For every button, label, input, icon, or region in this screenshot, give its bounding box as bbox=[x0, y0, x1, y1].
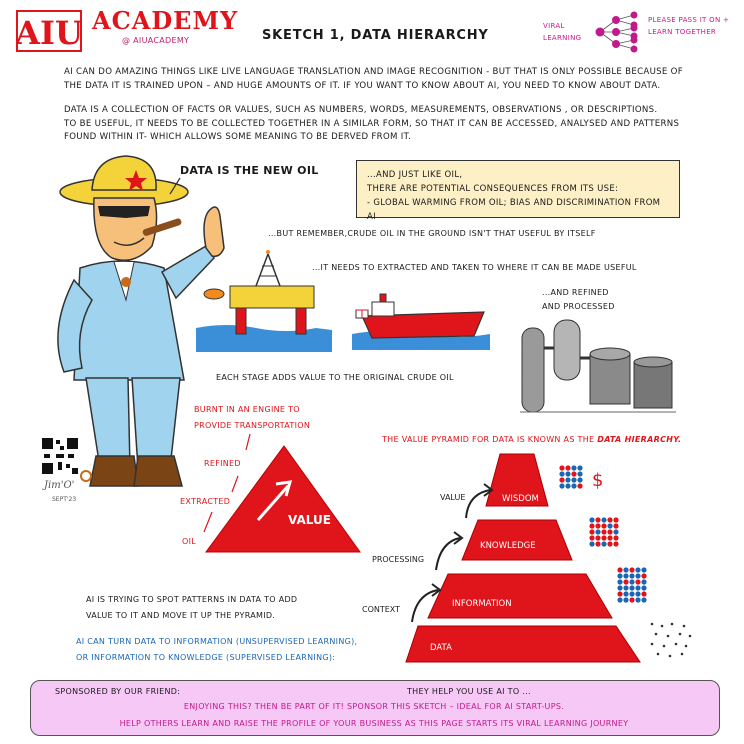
help-label: THEY HELP YOU USE AI TO ... bbox=[407, 687, 531, 696]
oil-label: OIL bbox=[182, 537, 197, 546]
patterns-line-1: AI IS TRYING TO SPOT PATTERNS IN DATA TO ADD bbox=[86, 595, 298, 604]
intro-line: DATA IS A COLLECTION OF FACTS OR VALUES, SUCH AS NUMBERS, WORDS, MEASUREMENTS, OBSERVATIONS , OR DESCRIPTIONS. bbox=[64, 105, 658, 115]
page-title: SKETCH 1, DATA HIERARCHY bbox=[262, 28, 489, 43]
extracted-text: ...IT NEEDS TO EXTRACTED AND TAKEN TO WHERE IT CAN BE MADE USEFUL bbox=[312, 263, 637, 272]
speech-tail bbox=[168, 176, 182, 196]
dot-cluster-data bbox=[651, 623, 692, 658]
aiu-logo bbox=[16, 8, 82, 54]
refinery-illustration bbox=[520, 318, 676, 416]
refined-line-1: ...AND REFINED bbox=[542, 288, 609, 297]
extracted-label: EXTRACTED bbox=[180, 497, 231, 506]
learn-text: HELP OTHERS LEARN AND RAISE THE PROFILE OF YOUR BUSINESS AS THIS PAGE STARTS ITS VIRAL LEARNING JOURNEY bbox=[119, 719, 629, 728]
tier-label: INFORMATION bbox=[452, 599, 512, 609]
tier-label: DATA bbox=[430, 643, 452, 653]
qr-code[interactable] bbox=[40, 436, 80, 476]
tier-knowledge bbox=[462, 520, 572, 560]
intro-line: TO BE USEFUL, IT NEEDS TO BE COLLECTED TOGETHER IN A SIMILAR FORM, SO THAT IT CAN BE ACCESSED, ANALYSED AND PATTERNS bbox=[64, 118, 680, 129]
tier-information bbox=[428, 574, 612, 618]
patterns-text bbox=[86, 592, 297, 624]
box-line: - GLOBAL WARMING FROM OIL; BIAS AND DISCRIMINATION FROM AI bbox=[367, 198, 661, 222]
sponsor-footer[interactable] bbox=[30, 680, 720, 736]
intro-line: AI CAN DO AMAZING THINGS LIKE LIVE LANGUAGE TRANSLATION AND IMAGE RECOGNITION - BUT THAT IS ONLY POSSIBLE BECAUSE OF bbox=[64, 67, 683, 77]
signature: Jim'O' bbox=[44, 480, 75, 491]
brand-name: ACADEMY bbox=[92, 6, 239, 35]
brand-handle[interactable]: @ AIUACADEMY bbox=[122, 36, 190, 45]
data-hierarchy-pyramid bbox=[350, 450, 740, 666]
refined-line-2: AND PROCESSED bbox=[542, 302, 615, 311]
remember-text: ...BUT REMEMBER,CRUDE OIL IN THE GROUND ISN'T THAT USEFUL BY ITSELF bbox=[268, 229, 596, 238]
enjoy-text: ENJOYING THIS? THEN BE PART OF IT! SPONSOR THIS SKETCH – IDEAL FOR AI START-UPS. bbox=[183, 702, 565, 711]
arrow-label: CONTEXT bbox=[362, 605, 401, 614]
refined-text bbox=[542, 286, 615, 314]
network-icon bbox=[594, 10, 646, 54]
arrow-label: PROCESSING bbox=[372, 555, 425, 564]
logo-graphic bbox=[16, 8, 82, 54]
intro-line: THE DATA IT IS TRAINED UPON – AND HUGE AMOUNTS OF IT. IF YOU WANT TO KNOW ABOUT AI, YOU NEED TO KNOW ABOUT DATA. bbox=[64, 80, 661, 91]
arrow-label: VALUE bbox=[440, 493, 466, 502]
ai-learning-line-2: OR INFORMATION TO KNOWLEDGE (SUPERVISED LEARNING): bbox=[76, 653, 336, 662]
ai-learning-text bbox=[76, 634, 357, 666]
tier-label: WISDOM bbox=[502, 494, 539, 504]
refined-label: REFINED bbox=[204, 459, 241, 468]
dot-cluster-knowledge bbox=[589, 517, 618, 546]
value-label: VALUE bbox=[288, 513, 331, 527]
logo-text: AIU bbox=[16, 14, 82, 52]
speech-bubble: DATA IS THE NEW OIL bbox=[180, 164, 319, 177]
dot-cluster-wisdom bbox=[559, 465, 582, 488]
dot-cluster-information bbox=[617, 567, 646, 602]
box-line: THERE ARE POTENTIAL CONSEQUENCES FROM ITS USE: bbox=[367, 184, 619, 194]
pass-on-label: PLEASE PASS IT ON + LEARN TOGETHER bbox=[648, 16, 730, 36]
hierarchy-caption-prefix: THE VALUE PYRAMID FOR DATA IS KNOWN AS THE bbox=[382, 435, 595, 444]
viral-learning-label: VIRAL LEARNING bbox=[543, 22, 582, 42]
signature-date: SEPT'23 bbox=[52, 496, 77, 503]
value-triangle bbox=[176, 428, 366, 558]
hierarchy-caption bbox=[382, 434, 681, 445]
tanker-illustration bbox=[352, 290, 490, 350]
oil-consequences-box bbox=[356, 160, 680, 222]
patterns-line-2: VALUE TO IT AND MOVE IT UP THE PYRAMID. bbox=[86, 611, 276, 620]
ai-learning-line-1: AI CAN TURN DATA TO INFORMATION (UNSUPERVISED LEARNING), bbox=[76, 637, 358, 646]
intro-paragraph-2 bbox=[64, 104, 704, 145]
intro-paragraph-1 bbox=[64, 66, 704, 93]
intro-line: FOUND WITHIN IT- WHICH ALLOWS SOME MEANING TO BE DERVED FROM IT. bbox=[64, 132, 412, 142]
burnt-line-2: PROVIDE TRANSPORTATION bbox=[194, 421, 311, 430]
dollar-icon: $ bbox=[592, 470, 604, 491]
each-stage-text: EACH STAGE ADDS VALUE TO THE ORIGINAL CRUDE OIL bbox=[216, 373, 454, 382]
tier-label: KNOWLEDGE bbox=[480, 541, 536, 551]
sponsored-label: SPONSORED BY OUR FRIEND: bbox=[55, 687, 181, 696]
box-line: ...AND JUST LIKE OIL, bbox=[367, 170, 463, 180]
oil-rig-illustration bbox=[196, 250, 332, 352]
hierarchy-caption-emph: DATA HIERARCHY. bbox=[597, 435, 682, 444]
burnt-line-1: BURNT IN AN ENGINE TO bbox=[194, 405, 300, 414]
